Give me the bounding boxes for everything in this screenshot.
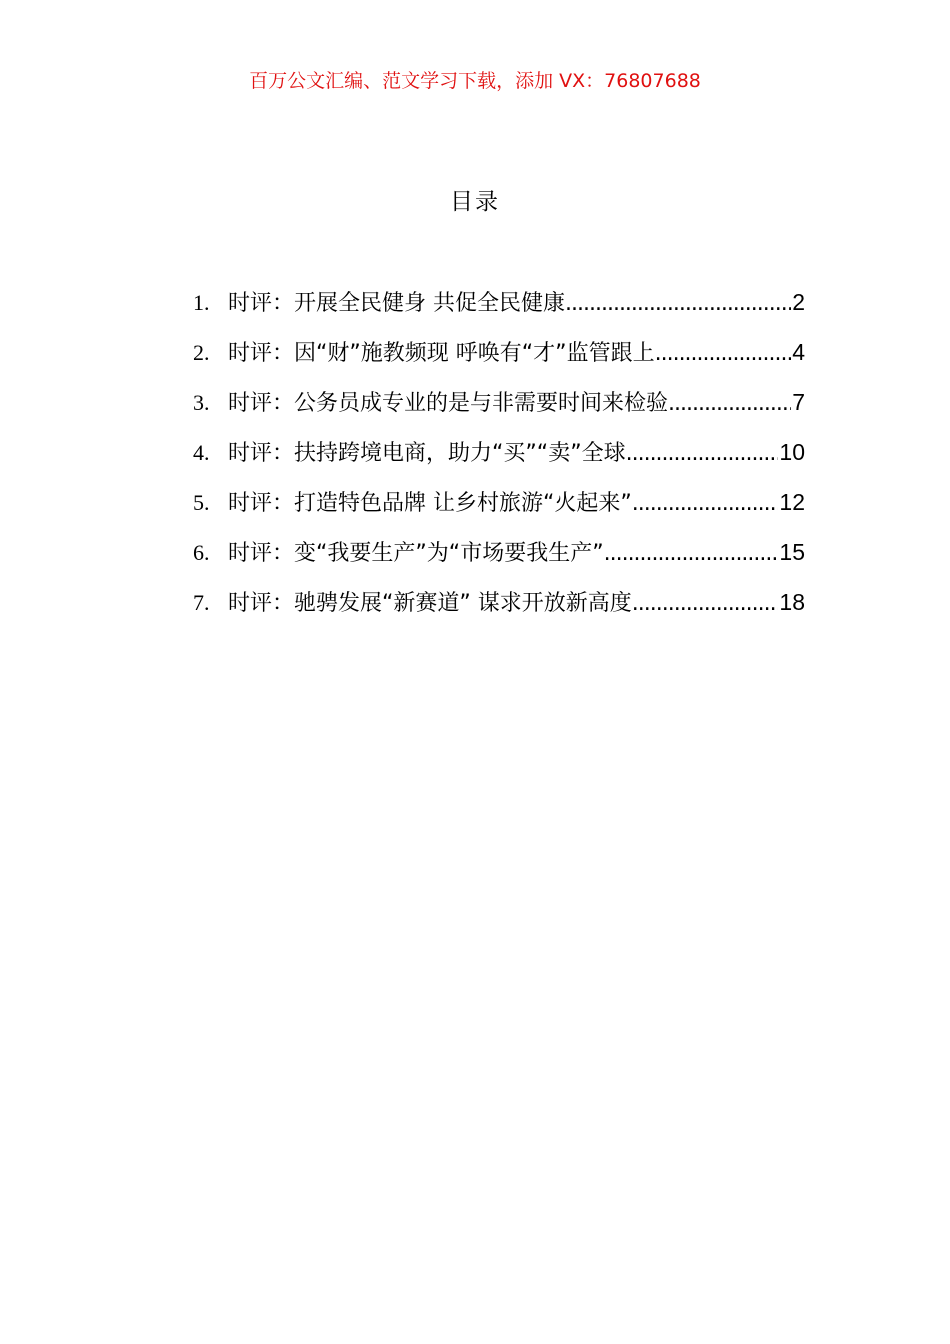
toc-entry-title: 时评：开展全民健身 共促全民健康 [228, 291, 565, 316]
toc-entry-4[interactable] [193, 434, 805, 484]
toc-dot-leader [565, 286, 791, 322]
toc-entry-title: 时评：因“财”施教频现 呼唤有“才”监管跟上 [228, 341, 655, 366]
toc-entry-title: 时评：打造特色品牌 让乡村旅游“火起来” [228, 491, 632, 516]
toc-dot-leader [604, 536, 779, 572]
toc-entry-page: 12 [779, 489, 805, 515]
toc-dot-leader [626, 436, 779, 472]
toc-entry-number: 6. [193, 540, 210, 565]
toc-entry-number: 1. [193, 290, 210, 315]
toc-entry-6[interactable] [193, 534, 805, 584]
table-of-contents [193, 284, 805, 634]
toc-entry-page: 4 [792, 339, 805, 365]
toc-entry-number: 7. [193, 590, 210, 615]
toc-entry-number: 3. [193, 390, 210, 415]
toc-entry-page: 10 [779, 439, 805, 465]
toc-dot-leader [632, 486, 779, 522]
toc-entry-title: 时评：驰骋发展“新赛道” 谋求开放新高度 [228, 591, 632, 616]
toc-dot-leader [632, 586, 779, 622]
toc-dot-leader [668, 386, 791, 422]
toc-entry-page: 2 [792, 289, 805, 315]
toc-entry-3[interactable] [193, 384, 805, 434]
toc-title: 目录 [450, 189, 500, 215]
toc-entry-title: 时评：变“我要生产”为“市场要我生产” [228, 541, 604, 566]
toc-entry-page: 18 [779, 589, 805, 615]
toc-entry-number: 2. [193, 340, 210, 365]
toc-entry-1[interactable] [193, 284, 805, 334]
toc-entry-number: 4. [193, 440, 210, 465]
toc-dot-leader [655, 336, 792, 372]
toc-entry-title: 时评：公务员成专业的是与非需要时间来检验 [228, 391, 669, 416]
toc-entry-5[interactable] [193, 484, 805, 534]
toc-entry-page: 15 [779, 539, 805, 565]
toc-entry-7[interactable] [193, 584, 805, 634]
toc-entry-title: 时评：扶持跨境电商，助力“买”“卖”全球 [228, 441, 626, 466]
toc-entry-2[interactable] [193, 334, 805, 384]
toc-entry-number: 5. [193, 490, 210, 515]
header-note: 百万公文汇编、范文学习下载，添加 VX：76807688 [249, 70, 701, 92]
toc-entry-page: 7 [792, 389, 805, 415]
